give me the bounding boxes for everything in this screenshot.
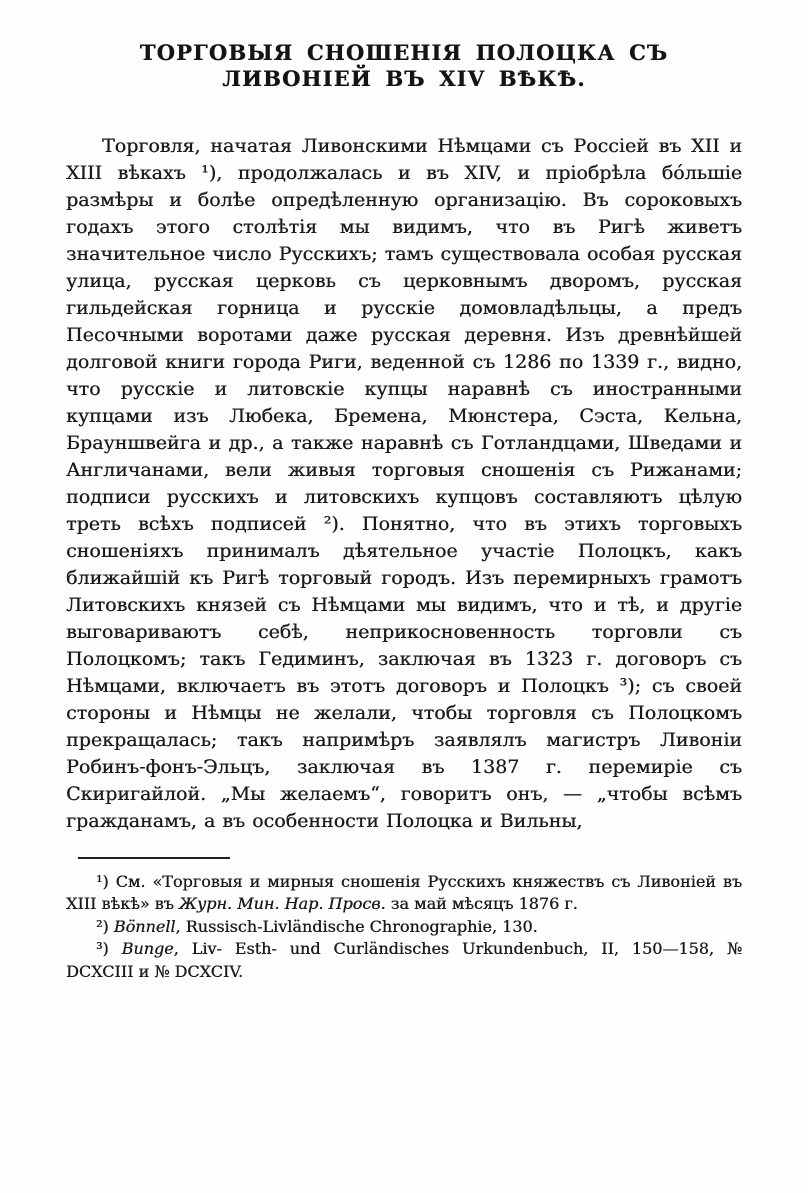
footnotes-section	[66, 857, 742, 984]
footnote-1-text: См. «Торговыя и мирныя сношенія Русскихъ княжествъ съ Ливоніей въ XIII вѣкѣ» въ	[66, 871, 743, 913]
footnote-1-tail: за май мѣсяцъ 1876 г.	[385, 894, 578, 913]
page-title: ТОРГОВЫЯ СНОШЕНІЯ ПОЛОЦКА СЪ ЛИВОНІЕЙ ВЪ XIV ВѢКѢ.	[139, 40, 669, 92]
footnote-2-author: Bönnell	[113, 916, 176, 936]
footnote-2-marker: ²)	[96, 916, 114, 936]
footnote-2-tail: , Russisch-Livländische Chronographie, 130.	[175, 916, 538, 936]
footnote-3-marker: ³)	[96, 939, 122, 958]
footnote-3-author: Bunge	[121, 939, 174, 958]
body-paragraph: Торговля, начатая Ливонскими Нѣмцами съ Россіей въ XII и XIII вѣкахъ ¹), продолжалась и въ XIV, и пріобрѣла бо́льшіе размѣры и болѣе опредѣленную организацію. Въ сороковыхъ годахъ этого столѣтія мы видимъ, что въ Ригѣ живетъ значительное число Русскихъ; тамъ существовала особая русская улица, русская церковь съ церковнымъ дворомъ, русская гильдейская горница и русскіе домовладѣльцы, а предъ Песочными воротами даже русская деревня. Изъ древнѣйшей долговой книги города Риги, веденной съ 1286 по 1339 г., видно, что русскіе и литовскіе купцы наравнѣ съ иностранными купцами изъ Любека, Бремена, Мюнстера, Сэста, Кельна, Брауншвейга и др., а также наравнѣ съ Готландцами, Шведами и Англичанами, вели живыя торговыя сношенія съ Рижанами; подписи русскихъ и литовскихъ купцовъ составляютъ цѣлую треть всѣхъ подписей ²). Понятно, что въ этихъ торговыхъ сношеніяхъ принималъ дѣятельное участіе Полоцкъ, какъ ближайшій къ Ригѣ торговый городъ. Изъ перемирныхъ грамотъ Литовскихъ князей съ Нѣмцами мы видимъ, что и тѣ, и другіе выговариваютъ себѣ, неприкосновенность торговли съ Полоцкомъ; такъ Гедиминъ, заключая въ 1323 г. договоръ съ Нѣмцами, включаетъ въ этотъ договоръ и Полоцкъ ³); съ своей стороны и Нѣмцы не желали, чтобы торговля съ Полоцкомъ прекращалась; такъ напримѣръ заявлялъ магистръ Ливоніи Робинъ-фонъ-Эльцъ, заключая въ 1387 г. перемиріе съ Скиригайлой. „Мы желаемъ“, говоритъ онъ, — „чтобы всѣмъ гражданамъ, а въ особенности Полоцка и Вильны,	[66, 134, 742, 832]
footnote-1-marker: ¹)	[96, 871, 116, 891]
footnote-2	[66, 916, 742, 939]
footnote-1	[66, 871, 742, 916]
footnote-separator	[78, 857, 230, 859]
footnote-3-tail: , Liv- Esth- und Curländisches Urkundenbuch, II, 150—158, № DCXCIII и № DCXCIV.	[66, 939, 742, 981]
footnote-1-source: Журн. Мин. Нар. Просв.	[178, 894, 386, 913]
footnote-3	[66, 938, 742, 983]
